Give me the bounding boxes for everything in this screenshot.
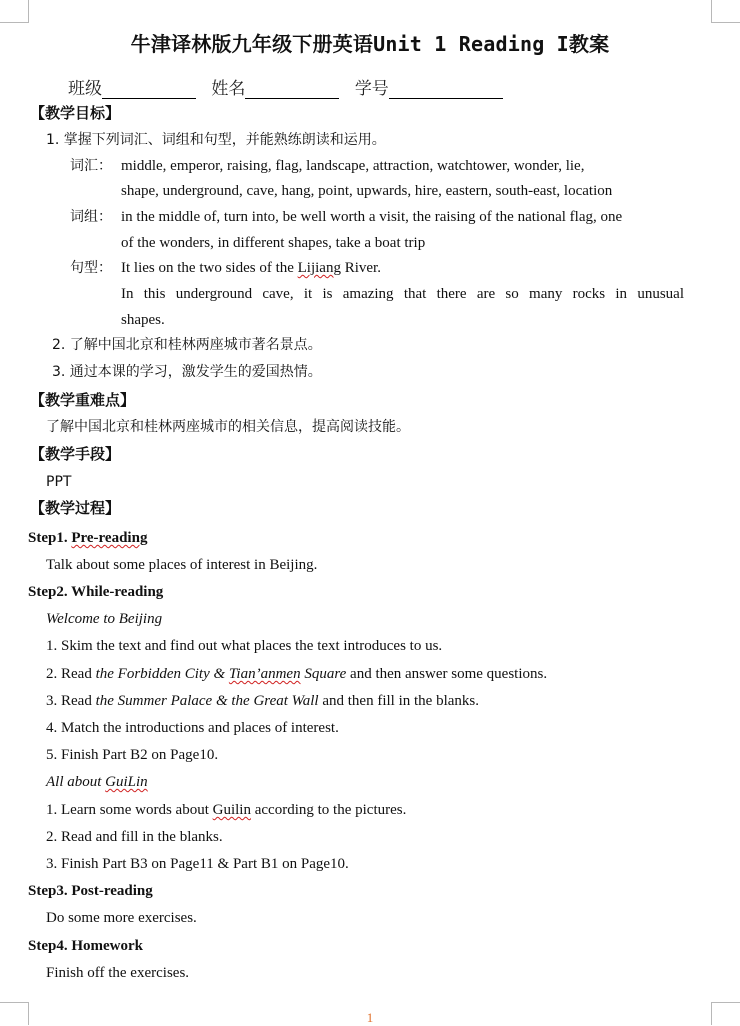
corner-mark-top-left [0,0,29,23]
page-number: 1 [366,1010,374,1025]
vocab-line-2: shape, underground, cave, hang, point, upwards, hire, eastern, south-east, location [121,183,613,199]
welcome-to-beijing-subheading: Welcome to Beijing [46,611,163,627]
phrase-label: 词组： [70,209,112,225]
section-process: 【教学过程】 [30,499,121,517]
step-3-text: Do some more exercises. [46,910,197,926]
methods-text: PPT [46,474,72,490]
pre-reading-word: Pre-reading [71,530,148,546]
step-2-item-4: 4. Match the introductions and places of interest. [46,720,339,736]
phrase-line-1: in the middle of, turn into, be well worth a visit, the raising of the national flag, one [121,209,623,225]
section-key-points: 【教学重难点】 [30,391,136,409]
step-4-heading: Step4. Homework [28,938,143,954]
sentence-2-line-2: shapes. [121,312,165,328]
step-4-text: Finish off the exercises. [46,965,190,981]
tiananmen-word: Tian’anmen [228,666,301,682]
vocab-line-1: middle, emperor, raising, flag, landscape, attraction, watchtower, wonder, lie, [121,158,585,174]
step-3-heading: Step3. Post-reading [28,883,153,899]
step-1-text: Talk about some places of interest in Beijing. [46,557,318,573]
number-blank [389,80,503,99]
lijiang-word: Lijiang [297,260,341,276]
number-label: 学号 [354,79,389,99]
step-2-heading: Step2. While-reading [28,584,164,600]
guilin-word: GuiLin [105,774,148,790]
sentence-label: 句型： [70,260,112,276]
sentence-2-line-1: In this underground cave, it is amazing that there are so many rocks in unusual [121,286,684,302]
objective-item-2: 2. 了解中国北京和桂林两座城市著名景点。 [52,337,322,353]
guilin-word-2: Guilin [212,802,251,818]
section-objectives: 【教学目标】 [30,104,121,122]
step-2-item-1: 1. Skim the text and find out what places the text introduces to us. [46,638,443,654]
phrase-line-2: of the wonders, in different shapes, take a boat trip [121,235,426,251]
key-points-text: 了解中国北京和桂林两座城市的相关信息，提高阅读技能。 [46,419,410,435]
objective-item-3: 3. 通过本课的学习，激发学生的爱国热情。 [52,364,322,380]
step-2-item-3: 3. Read the Summer Palace & the Great Wall and then fill in the blanks. [46,693,479,709]
sentence-1: It lies on the two sides of the Lijiang River. [121,260,381,276]
all-about-guilin-subheading: All about GuiLin [46,774,148,790]
section-methods: 【教学手段】 [30,445,121,463]
student-info-row [68,74,513,99]
guilin-item-3: 3. Finish Part B3 on Page11 & Part B1 on Page10. [46,856,349,872]
guilin-item-2: 2. Read and fill in the blanks. [46,829,223,845]
step-2-item-2: 2. Read the Forbidden City & Tian’anmen Square and then answer some questions. [46,666,548,682]
guilin-item-1: 1. Learn some words about Guilin according to the pictures. [46,802,407,818]
name-blank [245,80,339,99]
objective-item-1: 1. 掌握下列词汇、词组和句型，并能熟练朗读和运用。 [46,132,386,148]
vocab-label: 词汇： [70,158,112,174]
step-2-item-5: 5. Finish Part B2 on Page10. [46,747,219,763]
document-title: 牛津译林版九年级下册英语Unit 1 Reading I教案 [130,32,610,56]
class-blank [102,80,196,99]
step-1-heading: Step1. Pre-reading [28,530,148,546]
name-label: 姓名 [211,79,246,99]
class-label: 班级 [68,79,102,99]
corner-mark-top-right [711,0,740,23]
